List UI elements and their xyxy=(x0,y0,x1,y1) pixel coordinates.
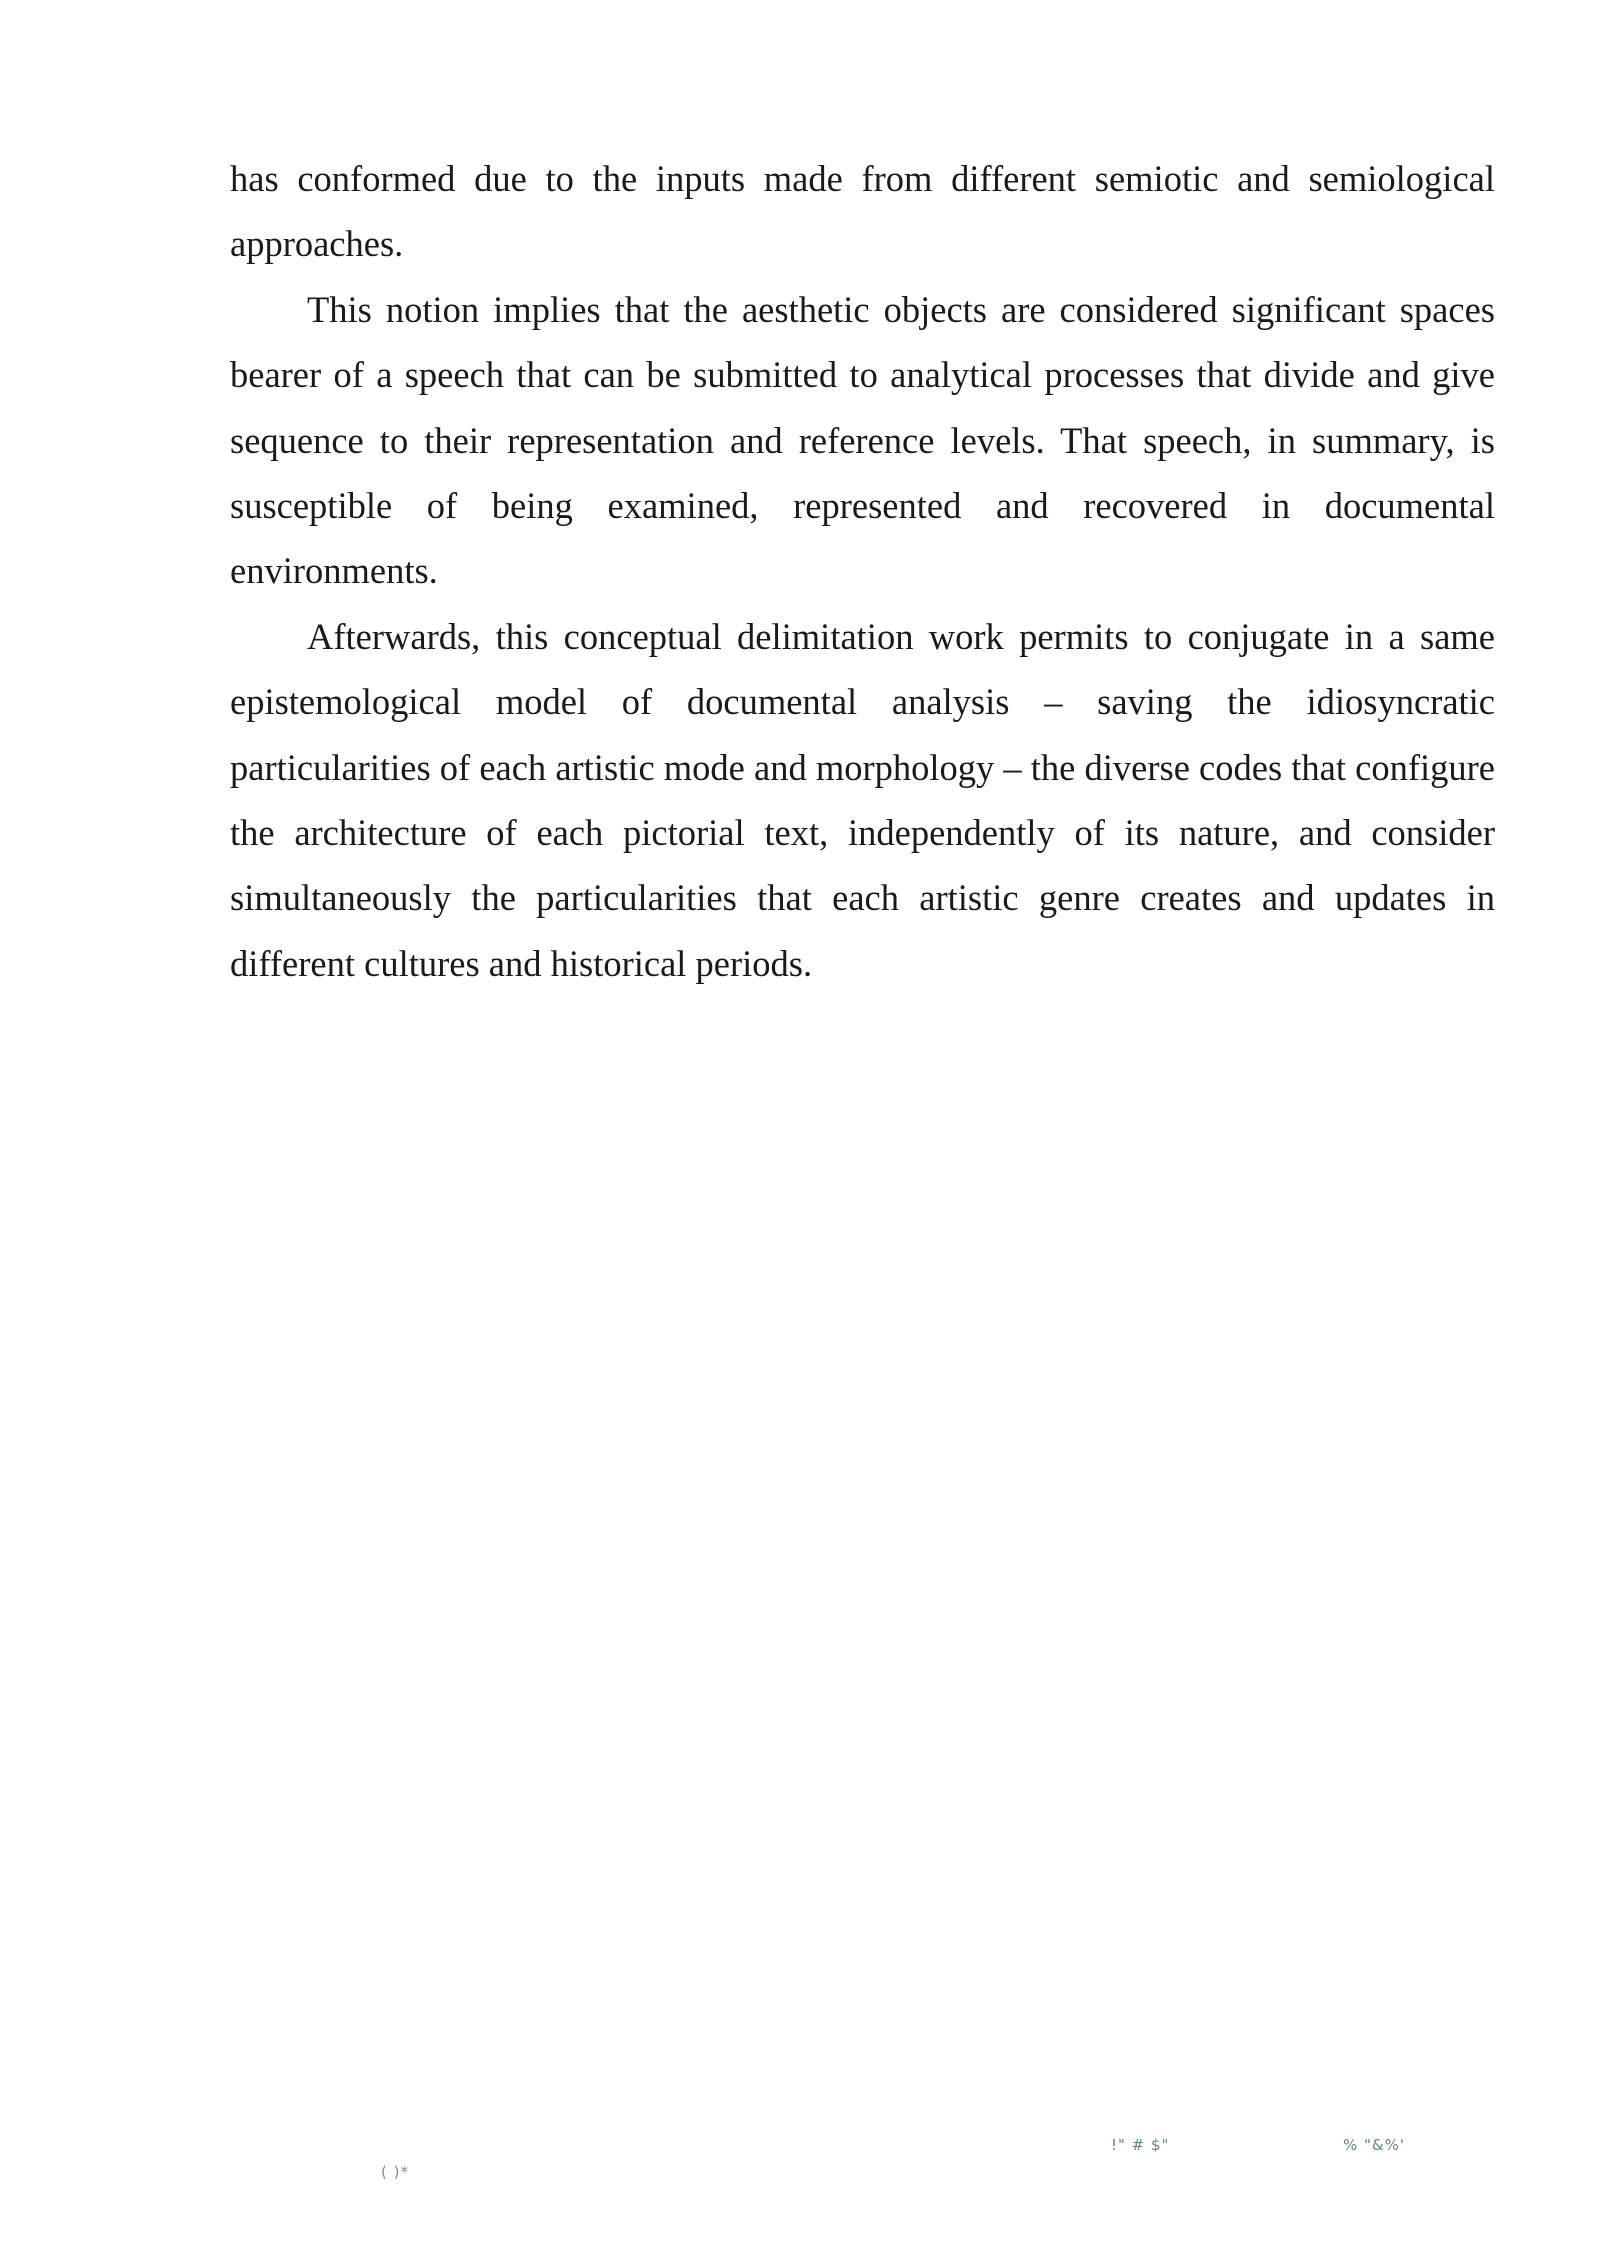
paragraph-aesthetic-objects: This notion implies that the aesthetic objects are considered significant spaces bearer of a speech that can be submitted to analytical processes that divide and give sequence to their representation and reference levels. That speech, in summary, is susceptible of being examined, represented and recovered in documental environments. xyxy=(230,288,1495,592)
paragraph-continuation: has conformed due to the inputs made from different semiotic and semiological approaches. xyxy=(230,158,1495,265)
footer-right-mark: % "&%' xyxy=(1343,2136,1405,2154)
paragraph-conceptual-delimitation: Afterwards, this conceptual delimitation work permits to conjugate in a same epistemological model of documental analysis – saving the idiosyncratic particularities of each artistic mode and morphology – the diverse codes that configure the architecture of each pictorial text, independently of its nature, and consider simultaneously the particularities that each artistic genre creates and updates in different cultures and historical periods. xyxy=(230,615,1495,984)
body-text xyxy=(230,146,1495,996)
footer-middle-mark: !" # $" xyxy=(1111,2136,1170,2154)
footer-left-mark: ( )* xyxy=(381,2163,409,2181)
